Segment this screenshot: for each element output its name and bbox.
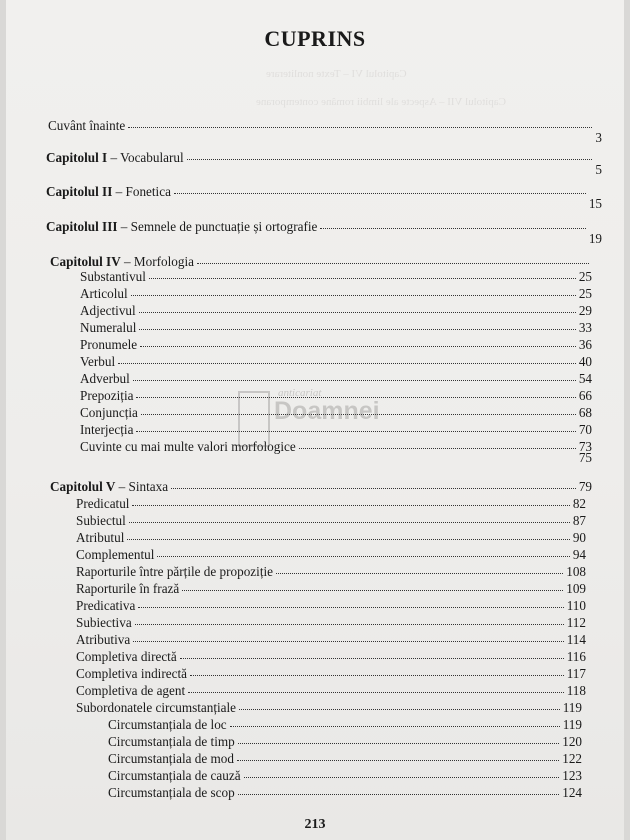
toc-page-number: 118 <box>566 683 586 698</box>
toc-entry-label: Circumstanțiala de timp <box>108 734 235 749</box>
chapter-title: – Semnele de punctuație și ortografie <box>117 219 318 234</box>
toc-entry-label: Substantivul <box>80 269 146 284</box>
toc-entry-label: Subordonatele circumstanțiale <box>76 700 237 715</box>
dot-leader <box>118 362 576 364</box>
toc-entry-section <box>76 513 586 529</box>
toc-page-number: 66 <box>578 388 592 403</box>
toc-entry-label <box>46 184 171 200</box>
toc-page-number: 119 <box>562 700 582 715</box>
toc-entry-subsection <box>108 717 582 733</box>
toc-entry-label: Circumstanțiala de cauză <box>108 768 241 783</box>
dot-leader <box>230 725 560 727</box>
toc-entry-section <box>76 564 586 580</box>
chapter-number: Capitolul III <box>46 219 118 234</box>
dot-leader <box>276 572 563 574</box>
dot-leader <box>133 379 576 381</box>
dot-leader <box>128 126 592 128</box>
toc-page-number: 109 <box>566 581 586 596</box>
dot-leader <box>188 691 564 693</box>
toc-entry-label <box>46 219 317 235</box>
toc-page-number: 5 <box>595 162 602 177</box>
dot-leader <box>197 262 589 264</box>
dot-leader <box>131 294 576 296</box>
dot-leader <box>139 311 576 313</box>
toc-entry-label: Interjecția <box>80 422 134 437</box>
dot-leader <box>127 538 569 540</box>
toc-page-number: 82 <box>572 496 586 511</box>
toc-entry-label: Atributiva <box>76 632 131 647</box>
toc-entry-label: Articolul <box>80 286 128 301</box>
dot-leader <box>139 328 575 330</box>
dot-leader <box>182 589 563 591</box>
toc-entry-section <box>76 683 586 699</box>
toc-page-number: 25 <box>578 286 592 301</box>
chapter-title: – Vocabularul <box>107 150 184 165</box>
dot-leader <box>138 606 563 608</box>
toc-page-number: 54 <box>578 371 592 386</box>
toc-entry-label: Completiva indirectă <box>76 666 187 681</box>
dot-leader <box>238 742 560 744</box>
toc-entry-label: Completiva de agent <box>76 683 186 698</box>
toc-page-number: 40 <box>578 354 592 369</box>
toc-page-number: 124 <box>562 785 582 800</box>
dot-leader <box>174 192 586 194</box>
toc-page-number: 15 <box>588 196 602 211</box>
toc-page-number: 3 <box>595 130 602 145</box>
dot-leader <box>132 504 569 506</box>
toc-page-number: 110 <box>566 598 586 613</box>
toc-entry-label: Predicatul <box>76 496 130 511</box>
chapter-number: Capitolul II <box>46 184 113 199</box>
toc-page-number: 75 <box>578 450 592 465</box>
dot-leader <box>140 345 576 347</box>
toc-entry-label: Cuvânt înainte <box>48 118 126 133</box>
chapter-number: Capitolul I <box>46 150 108 165</box>
toc-entry-label: Numeralul <box>80 320 137 335</box>
dot-leader <box>149 277 576 279</box>
toc-entry-label: Adverbul <box>80 371 130 386</box>
toc-entry-label: Raporturile în frază <box>76 581 180 596</box>
dot-leader <box>244 776 560 778</box>
toc-entry-section <box>76 530 586 546</box>
toc-page-number: 19 <box>588 231 602 246</box>
toc-entry-label: Circumstanțiala de loc <box>108 717 227 732</box>
toc-entry-section <box>76 547 586 563</box>
chapter-number: Capitolul IV <box>50 254 121 269</box>
toc-entry-label <box>50 254 194 270</box>
toc-page-number: 117 <box>566 666 586 681</box>
toc-entry-label: Pronumele <box>80 337 138 352</box>
toc-entry-label: Subiectul <box>76 513 126 528</box>
toc-entry-label: Conjuncția <box>80 405 138 420</box>
dot-leader <box>237 759 559 761</box>
toc-entry-label <box>50 479 168 495</box>
toc-page-number: 79 <box>578 479 592 494</box>
toc-entry-foreword <box>48 118 602 145</box>
toc-entry-chapter-4 <box>50 254 592 270</box>
toc-entry-label <box>46 150 184 166</box>
toc-page-number: 122 <box>562 751 582 766</box>
dot-leader <box>320 227 585 229</box>
toc-entry-section <box>76 649 586 665</box>
dot-leader <box>133 640 563 642</box>
toc-entry-section <box>76 615 586 631</box>
bleed-through-text-2: Capitolul VII – Aspecte ale limbii române contemporane <box>256 96 506 108</box>
toc-entry-label: Cuvinte cu mai multe valori morfologice <box>80 439 296 454</box>
toc-entry-label: Raporturile între părțile de propoziție <box>76 564 274 579</box>
dot-leader <box>238 793 560 795</box>
toc-entry-label: Predicativa <box>76 598 136 613</box>
toc-entry-label: Verbul <box>80 354 116 369</box>
toc-entry-chapter-5 <box>50 479 592 495</box>
bleed-through-text-1: Capitolul VI – Texte nonliterare <box>266 68 407 80</box>
dot-leader <box>239 708 560 710</box>
watermark-logo <box>238 385 408 455</box>
dot-leader <box>135 623 564 625</box>
toc-page-number: 90 <box>572 530 586 545</box>
toc-entry-label: Atributul <box>76 530 125 545</box>
toc-entry-section <box>76 496 586 512</box>
chapter-title: – Fonetica <box>112 184 171 199</box>
dot-leader <box>180 657 564 659</box>
toc-entry-chapter-1 <box>46 150 602 177</box>
toc-page-number: 112 <box>566 615 586 630</box>
toc-page-number: 108 <box>566 564 586 579</box>
toc-entry-section <box>76 632 586 648</box>
toc-entry-chapter-3 <box>46 219 602 246</box>
toc-page-number: 119 <box>562 717 582 732</box>
toc-entry-section <box>76 581 586 597</box>
toc-entry-subsection <box>108 751 582 767</box>
toc-page-number: 70 <box>578 422 592 437</box>
watermark-line-2: Doamnei <box>274 397 380 425</box>
dot-leader <box>129 521 570 523</box>
toc-entry-section <box>76 666 586 682</box>
toc-entry-label: Completiva directă <box>76 649 177 664</box>
toc-page-number: 68 <box>578 405 592 420</box>
toc-page-number: 114 <box>566 632 586 647</box>
dot-leader <box>157 555 569 557</box>
chapter-number: Capitolul V <box>50 479 116 494</box>
toc-entry-section <box>80 337 592 353</box>
toc-page-number: 36 <box>578 337 592 352</box>
toc-entry-label: Circumstanțiala de mod <box>108 751 234 766</box>
toc-entry-chapter-2 <box>46 184 602 211</box>
dot-leader <box>190 674 564 676</box>
toc-entry-section <box>80 320 592 336</box>
toc-entry-label: Adjectivul <box>80 303 136 318</box>
toc-page-number: 25 <box>578 269 592 284</box>
toc-entry-subsection <box>108 734 582 750</box>
toc-page-number: 94 <box>572 547 586 562</box>
toc-page-number: 87 <box>572 513 586 528</box>
chapter-title: – Sintaxa <box>115 479 169 494</box>
toc-page-number: 33 <box>578 320 592 335</box>
toc-entry-section <box>80 354 592 370</box>
toc-page-number: 73 <box>578 439 592 454</box>
dot-leader <box>187 158 593 160</box>
watermark-frame-icon <box>238 391 270 447</box>
toc-entry-subsection <box>108 785 582 801</box>
page-title: CUPRINS <box>264 26 366 51</box>
toc-entry-label: Circumstanțiala de scop <box>108 785 235 800</box>
toc-entry-subsection <box>108 768 582 784</box>
toc-entry-label: Subiectiva <box>76 615 132 630</box>
toc-page-number: 123 <box>562 768 582 783</box>
book-page <box>6 0 624 840</box>
toc-entry-section <box>80 303 592 319</box>
toc-entry-label: Prepoziția <box>80 388 134 403</box>
dot-leader <box>171 487 576 489</box>
toc-page-number: 120 <box>562 734 582 749</box>
page-number: 213 <box>304 817 326 832</box>
toc-entry-section <box>76 598 586 614</box>
watermark-line-1: anticariat <box>278 387 322 399</box>
toc-entry-section <box>80 269 592 285</box>
chapter-title: – Morfologia <box>120 254 194 269</box>
toc-entry-label: Complementul <box>76 547 155 562</box>
toc-page-number: 116 <box>566 649 586 664</box>
toc-page-number: 29 <box>578 303 592 318</box>
toc-entry-section <box>76 700 582 716</box>
toc-entry-section <box>80 286 592 302</box>
